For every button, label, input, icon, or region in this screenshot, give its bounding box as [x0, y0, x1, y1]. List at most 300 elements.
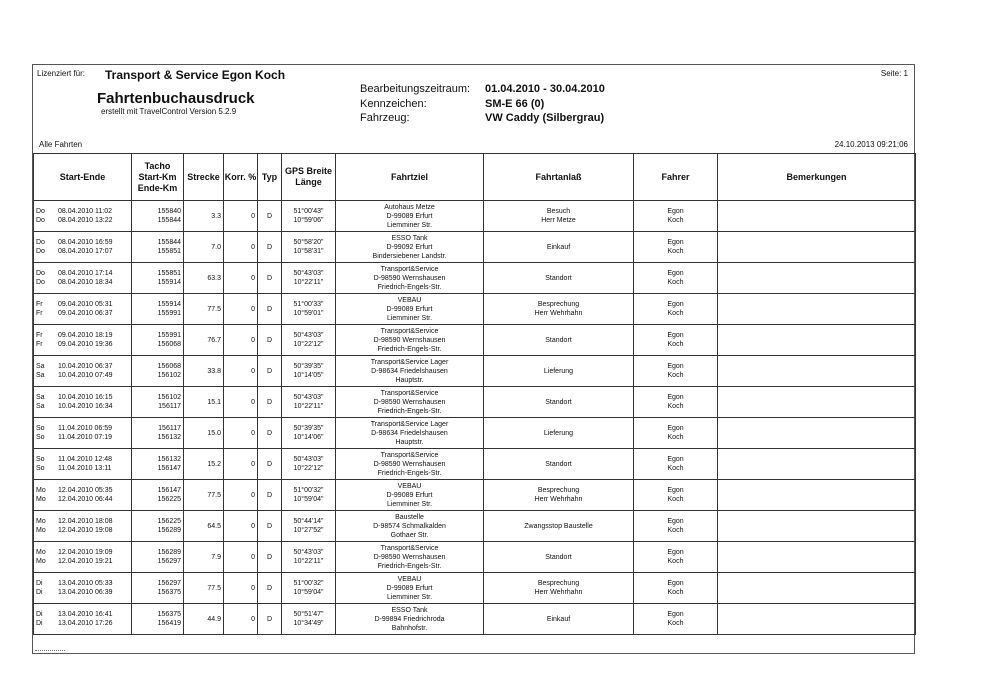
gps-lon: 10°59'01" [293, 310, 324, 317]
gps-lon: 10°22'12" [293, 465, 324, 472]
footer-divider [35, 650, 65, 651]
end-day: Di [36, 589, 43, 596]
ziel-city: D-98590 Wernshausen [373, 460, 446, 468]
fahrer-cell [634, 449, 718, 480]
gps-cell [282, 325, 336, 356]
driver-last: Koch [667, 620, 684, 627]
ziel-street: Liemminer Str. [386, 500, 433, 508]
table-row [34, 604, 916, 635]
anlass-reason: Standort [545, 398, 572, 406]
fahrtziel-cell [336, 294, 484, 325]
gps-lat: 51°00'32" [293, 580, 324, 587]
driver-last: Koch [667, 434, 684, 441]
fahrtziel-cell [336, 263, 484, 294]
tacho-cell [132, 604, 184, 635]
ziel-name: Transport&Service Lager [370, 358, 449, 366]
end-km: 155851 [157, 248, 181, 255]
start-end-cell [34, 263, 132, 294]
ziel-name: Transport&Service [380, 451, 439, 459]
ziel-name: Transport&Service Lager [370, 420, 449, 428]
korr-cell: 0 [224, 449, 258, 480]
fahrtziel-cell [336, 232, 484, 263]
anlass-reason: Besprechung [537, 301, 580, 308]
tacho-cell [132, 449, 184, 480]
end-time: 12.04.2010 06:44 [58, 496, 113, 503]
korr-cell: 0 [224, 263, 258, 294]
tacho-cell [132, 294, 184, 325]
fahrtanlass-cell [484, 418, 634, 449]
strecke-cell: 76.7 [184, 325, 224, 356]
gps-lat: 50°43'03" [293, 270, 324, 277]
ziel-name: Autohaus Metze [384, 203, 435, 211]
tacho-cell [132, 201, 184, 232]
end-km: 156117 [158, 403, 181, 410]
gps-lat: 50°44'14" [293, 518, 324, 525]
gps-cell [282, 573, 336, 604]
start-end-cell [34, 201, 132, 232]
start-day: Mo [36, 487, 46, 494]
tacho-cell [132, 263, 184, 294]
fahrtziel-cell [336, 542, 484, 573]
start-km: 156117 [158, 425, 181, 432]
start-km: 156147 [157, 487, 181, 494]
ziel-street: Hauptstr. [395, 438, 424, 446]
driver-last: Koch [667, 310, 684, 317]
end-day: So [36, 434, 45, 441]
ziel-name: ESSO Tank [391, 234, 428, 242]
table-row [34, 294, 916, 325]
start-time: 09.04.2010 18:19 [58, 332, 113, 339]
ziel-city: D-98590 Wernshausen [373, 398, 446, 406]
typ-cell: D [258, 573, 282, 604]
start-km: 156289 [157, 549, 181, 556]
gps-cell [282, 294, 336, 325]
ziel-street: Friedrich-Engels-Str. [377, 562, 442, 570]
gps-lon: 10°59'04" [293, 496, 324, 503]
start-day: So [36, 456, 45, 463]
strecke-cell: 77.5 [184, 480, 224, 511]
fahrtanlass-cell [484, 294, 634, 325]
gps-cell [282, 449, 336, 480]
driver-first: Egon [667, 580, 684, 587]
tacho-cell [132, 232, 184, 263]
fahrtanlass-cell [484, 263, 634, 294]
driver-last: Koch [667, 589, 684, 596]
end-time: 10.04.2010 16:34 [58, 403, 113, 410]
strecke-cell: 33.8 [184, 356, 224, 387]
korr-cell: 0 [224, 387, 258, 418]
end-km: 156147 [157, 465, 181, 472]
fahrtanlass-cell [484, 232, 634, 263]
ziel-street: Bindersiebener Landstr. [372, 252, 447, 260]
fahrer-cell [634, 263, 718, 294]
tacho-cell [132, 356, 184, 387]
gps-lat: 50°43'03" [293, 456, 324, 463]
gps-lon: 10°14'05" [293, 372, 324, 379]
gps-cell [282, 604, 336, 635]
fahrer-cell [634, 325, 718, 356]
period-label: Bearbeitungszeitraum: [360, 83, 471, 95]
strecke-cell: 3.3 [184, 201, 224, 232]
end-day: Di [36, 620, 43, 627]
page-title: Fahrtenbuchausdruck [97, 90, 255, 107]
fahrtziel-cell [336, 201, 484, 232]
gps-cell [282, 232, 336, 263]
end-day: Do [36, 248, 45, 255]
bemerkungen-cell [718, 573, 916, 604]
period-value: 01.04.2010 - 30.04.2010 [485, 83, 605, 95]
tacho-cell [132, 418, 184, 449]
tacho-cell [132, 325, 184, 356]
page-subtitle: erstellt mit TravelControl Version 5.2.9 [101, 107, 237, 116]
end-km: 155914 [157, 279, 181, 286]
start-day: Di [36, 580, 43, 587]
start-km: 156375 [157, 611, 181, 618]
anlass-reason: Lieferung [543, 429, 574, 437]
start-time: 08.04.2010 11:02 [58, 208, 112, 215]
fahrtanlass-cell [484, 573, 634, 604]
plate-value: SM-E 66 (0) [485, 98, 545, 110]
start-end-cell [34, 449, 132, 480]
typ-cell: D [258, 294, 282, 325]
col-gps: GPS Breite Länge [282, 154, 336, 201]
bemerkungen-cell [718, 418, 916, 449]
fahrer-cell [634, 418, 718, 449]
gps-cell [282, 263, 336, 294]
korr-cell: 0 [224, 604, 258, 635]
end-km: 156289 [157, 527, 181, 534]
end-km: 155844 [157, 217, 181, 224]
fahrtanlass-cell [484, 201, 634, 232]
table-row [34, 449, 916, 480]
end-time: 12.04.2010 19:21 [58, 558, 113, 565]
start-end-cell [34, 604, 132, 635]
start-day: Do [36, 239, 45, 246]
start-day: Di [36, 611, 43, 618]
driver-last: Koch [667, 217, 684, 224]
start-end-cell [34, 418, 132, 449]
start-km: 156297 [157, 580, 181, 587]
start-time: 12.04.2010 19:09 [58, 549, 113, 556]
gps-lat: 51°00'32" [293, 487, 324, 494]
korr-cell: 0 [224, 201, 258, 232]
printed-at: 24.10.2013 09:21:06 [834, 140, 908, 149]
tacho-cell [132, 511, 184, 542]
ziel-street: Gothaer Str. [390, 531, 429, 539]
ziel-street: Friedrich-Engels-Str. [377, 469, 442, 477]
ziel-name: Transport&Service [380, 265, 439, 273]
korr-cell: 0 [224, 542, 258, 573]
end-km: 156102 [157, 372, 181, 379]
end-time: 08.04.2010 13:22 [58, 217, 113, 224]
col-fahrtziel: Fahrtziel [336, 154, 484, 201]
typ-cell: D [258, 201, 282, 232]
gps-lat: 50°39'35" [293, 425, 324, 432]
gps-lon: 10°22'11" [293, 279, 324, 286]
start-end-cell [34, 542, 132, 573]
fahrtanlass-cell [484, 356, 634, 387]
strecke-cell: 7.0 [184, 232, 224, 263]
anlass-contact: Herr Wehrhahn [534, 496, 583, 503]
bemerkungen-cell [718, 356, 916, 387]
end-time: 11.04.2010 13:11 [58, 465, 112, 472]
fahrer-cell [634, 480, 718, 511]
ziel-name: Transport&Service [380, 389, 439, 397]
start-km: 156132 [157, 456, 181, 463]
gps-lon: 10°59'04" [293, 589, 324, 596]
col-strecke: Strecke [184, 154, 224, 201]
end-time: 10.04.2010 07:49 [58, 372, 113, 379]
start-time: 12.04.2010 05:35 [58, 487, 113, 494]
start-day: Do [36, 270, 45, 277]
end-day: Fr [36, 341, 43, 348]
ziel-street: Liemminer Str. [386, 221, 433, 229]
anlass-reason: Besprechung [537, 580, 580, 587]
col-korr: Korr. % [224, 154, 258, 201]
start-end-cell [34, 294, 132, 325]
end-day: Mo [36, 496, 46, 503]
bemerkungen-cell [718, 511, 916, 542]
anlass-contact: Herr Wehrhahn [534, 589, 583, 596]
table-row [34, 480, 916, 511]
ziel-city: D-98634 Friedelshausen [371, 367, 448, 375]
start-time: 10.04.2010 16:15 [58, 394, 113, 401]
korr-cell: 0 [224, 232, 258, 263]
ziel-city: D-98590 Wernshausen [373, 274, 446, 282]
end-km: 156225 [157, 496, 181, 503]
anlass-contact: Herr Metze [541, 217, 576, 224]
gps-lat: 51°00'33" [293, 301, 324, 308]
fahrtziel-cell [336, 356, 484, 387]
driver-first: Egon [667, 456, 684, 463]
start-day: So [36, 425, 45, 432]
company-name: Transport & Service Egon Koch [105, 68, 286, 82]
fahrtanlass-cell [484, 387, 634, 418]
bemerkungen-cell [718, 604, 916, 635]
gps-cell [282, 387, 336, 418]
strecke-cell: 63.3 [184, 263, 224, 294]
driver-first: Egon [667, 611, 684, 618]
typ-cell: D [258, 263, 282, 294]
anlass-reason: Standort [545, 460, 572, 468]
gps-lon: 10°27'52" [293, 527, 324, 534]
driver-last: Koch [667, 527, 684, 534]
strecke-cell: 64.5 [184, 511, 224, 542]
licensed-label: Lizenziert für: [37, 69, 86, 78]
end-time: 09.04.2010 06:37 [58, 310, 113, 317]
strecke-cell: 44.9 [184, 604, 224, 635]
fahrer-cell [634, 232, 718, 263]
start-time: 13.04.2010 16:41 [58, 611, 113, 618]
end-km: 156297 [157, 558, 181, 565]
gps-cell [282, 201, 336, 232]
driver-last: Koch [667, 279, 684, 286]
gps-lat: 50°43'03" [293, 549, 324, 556]
strecke-cell: 15.2 [184, 449, 224, 480]
start-km: 156068 [157, 363, 181, 370]
ziel-city: D-99092 Erfurt [386, 243, 433, 251]
fahrer-cell [634, 387, 718, 418]
typ-cell: D [258, 232, 282, 263]
gps-cell [282, 356, 336, 387]
anlass-reason: Einkauf [546, 615, 571, 623]
col-tacho: Tacho Start-Km Ende-Km [132, 154, 184, 201]
col-fahrer: Fahrer [634, 154, 718, 201]
strecke-cell: 77.5 [184, 573, 224, 604]
driver-last: Koch [667, 403, 684, 410]
driver-first: Egon [667, 239, 684, 246]
ziel-name: VEBAU [397, 296, 422, 304]
ziel-city: D-98634 Friedelshausen [371, 429, 448, 437]
start-time: 13.04.2010 05:33 [58, 580, 113, 587]
typ-cell: D [258, 542, 282, 573]
strecke-cell: 15.1 [184, 387, 224, 418]
tacho-cell [132, 480, 184, 511]
table-row [34, 201, 916, 232]
typ-cell: D [258, 418, 282, 449]
korr-cell: 0 [224, 356, 258, 387]
ziel-street: Bahnhofstr. [391, 624, 428, 632]
plate-label: Kennzeichen: [360, 98, 427, 110]
ziel-city: D-98590 Wernshausen [373, 336, 446, 344]
driver-first: Egon [667, 301, 684, 308]
anlass-contact: Herr Wehrhahn [534, 310, 583, 317]
logbook-page [32, 64, 915, 654]
ziel-city: D-99894 Friedrichroda [374, 615, 445, 623]
start-time: 09.04.2010 05:31 [58, 301, 113, 308]
fahrtanlass-cell [484, 511, 634, 542]
driver-last: Koch [667, 248, 684, 255]
korr-cell: 0 [224, 480, 258, 511]
fahrtziel-cell [336, 573, 484, 604]
gps-cell [282, 511, 336, 542]
table-row [34, 418, 916, 449]
col-typ: Typ [258, 154, 282, 201]
typ-cell: D [258, 604, 282, 635]
fahrtanlass-cell [484, 604, 634, 635]
table-row [34, 232, 916, 263]
bemerkungen-cell [718, 542, 916, 573]
fahrer-cell [634, 294, 718, 325]
ziel-city: D-99089 Erfurt [386, 584, 433, 592]
table-row [34, 263, 916, 294]
typ-cell: D [258, 480, 282, 511]
ziel-name: Baustelle [395, 513, 424, 521]
end-day: Do [36, 279, 45, 286]
korr-cell: 0 [224, 325, 258, 356]
tacho-cell [132, 542, 184, 573]
ziel-street: Liemminer Str. [386, 314, 433, 322]
start-km: 155914 [157, 301, 181, 308]
end-time: 13.04.2010 17:26 [58, 620, 113, 627]
anlass-reason: Einkauf [546, 243, 571, 251]
start-km: 155991 [157, 332, 181, 339]
start-day: Fr [36, 332, 43, 339]
typ-cell: D [258, 325, 282, 356]
strecke-cell: 15.0 [184, 418, 224, 449]
driver-last: Koch [667, 372, 684, 379]
strecke-cell: 7.9 [184, 542, 224, 573]
fahrer-cell [634, 573, 718, 604]
gps-lon: 10°34'49" [293, 620, 324, 627]
bemerkungen-cell [718, 387, 916, 418]
start-time: 08.04.2010 17:14 [58, 270, 113, 277]
driver-first: Egon [667, 208, 684, 215]
end-km: 156419 [157, 620, 181, 627]
ziel-street: Friedrich-Engels-Str. [377, 283, 442, 291]
start-end-cell [34, 480, 132, 511]
end-day: Sa [36, 403, 45, 410]
gps-lat: 50°39'35" [293, 363, 324, 370]
start-time: 10.04.2010 06:37 [58, 363, 113, 370]
bemerkungen-cell [718, 294, 916, 325]
fahrtziel-cell [336, 480, 484, 511]
start-day: Mo [36, 549, 46, 556]
typ-cell: D [258, 511, 282, 542]
start-time: 12.04.2010 18:08 [58, 518, 113, 525]
end-time: 08.04.2010 18:34 [58, 279, 113, 286]
start-end-cell [34, 387, 132, 418]
driver-first: Egon [667, 425, 684, 432]
end-day: So [36, 465, 45, 472]
start-km: 156225 [157, 518, 181, 525]
end-time: 12.04.2010 19:08 [58, 527, 113, 534]
table-header-row [34, 154, 916, 201]
filter-label: Alle Fahrten [39, 140, 83, 149]
bemerkungen-cell [718, 325, 916, 356]
typ-cell: D [258, 387, 282, 418]
gps-lon: 10°22'12" [293, 341, 324, 348]
strecke-cell: 77.5 [184, 294, 224, 325]
start-day: Do [36, 208, 45, 215]
ziel-city: D-99089 Erfurt [386, 491, 433, 499]
driver-first: Egon [667, 270, 684, 277]
vehicle-value: VW Caddy (Silbergrau) [485, 112, 605, 124]
typ-cell: D [258, 449, 282, 480]
korr-cell: 0 [224, 511, 258, 542]
korr-cell: 0 [224, 294, 258, 325]
start-km: 156102 [157, 394, 181, 401]
ziel-city: D-98590 Wernshausen [373, 553, 446, 561]
end-km: 156375 [157, 589, 181, 596]
gps-lon: 10°22'11" [293, 403, 324, 410]
driver-first: Egon [667, 394, 684, 401]
table-row [34, 542, 916, 573]
start-end-cell [34, 511, 132, 542]
vehicle-label: Fahrzeug: [360, 112, 410, 124]
start-km: 155844 [157, 239, 181, 246]
driver-last: Koch [667, 341, 684, 348]
table-row [34, 573, 916, 604]
end-day: Mo [36, 527, 46, 534]
end-day: Sa [36, 372, 45, 379]
driver-first: Egon [667, 363, 684, 370]
start-end-cell [34, 573, 132, 604]
gps-lat: 50°43'03" [293, 394, 324, 401]
anlass-reason: Zwangsstop Baustelle [524, 522, 593, 530]
gps-lat: 50°43'03" [293, 332, 324, 339]
trip-table [33, 153, 916, 635]
gps-lon: 10°59'06" [293, 217, 324, 224]
ziel-name: VEBAU [397, 575, 422, 583]
start-day: Sa [36, 394, 45, 401]
end-time: 11.04.2010 07:19 [58, 434, 112, 441]
end-day: Fr [36, 310, 43, 317]
fahrtziel-cell [336, 418, 484, 449]
col-fahrtanlass: Fahrtanlaß [484, 154, 634, 201]
fahrtziel-cell [336, 511, 484, 542]
ziel-street: Friedrich-Engels-Str. [377, 345, 442, 353]
